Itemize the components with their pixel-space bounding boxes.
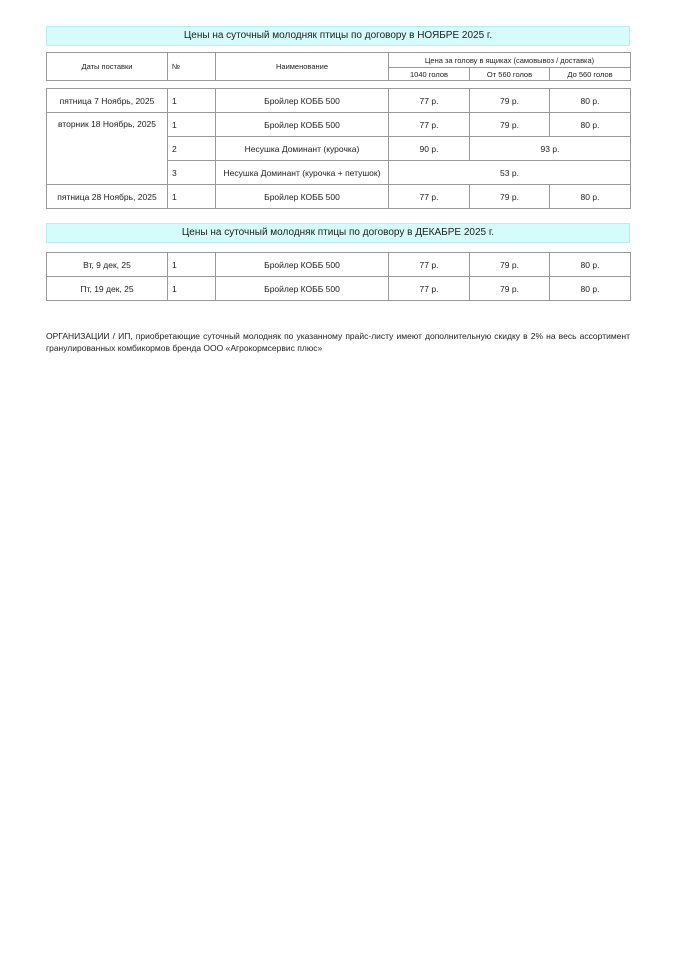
table-row	[47, 113, 631, 137]
price-from-560-merged: 93 р.	[470, 137, 631, 161]
price-to-560: 80 р.	[550, 253, 631, 277]
price-1040: 77 р.	[389, 185, 470, 209]
delivery-date: пятница 28 Ноябрь, 2025	[47, 185, 168, 209]
price-all-merged: 53 р.	[389, 161, 631, 185]
price-to-560: 80 р.	[550, 89, 631, 113]
price-1040: 90 р.	[389, 137, 470, 161]
row-number: 1	[168, 89, 216, 113]
price-1040: 77 р.	[389, 277, 470, 301]
product-name: Бройлер КОББ 500	[216, 89, 389, 113]
price-from-560: 79 р.	[470, 253, 550, 277]
table-row	[47, 253, 631, 277]
price-to-560: 80 р.	[550, 277, 631, 301]
row-number: 1	[168, 277, 216, 301]
row-number: 3	[168, 161, 216, 185]
price-table-header	[46, 52, 631, 81]
price-1040: 77 р.	[389, 253, 470, 277]
header-price-group: Цена за голову в ящиках (самовывоз / доставка)	[389, 53, 631, 68]
december-title: Цены на суточный молодняк птицы по договору в ДЕКАБРЕ 2025 г.	[46, 223, 630, 243]
delivery-date: Пт, 19 дек, 25	[47, 277, 168, 301]
november-title: Цены на суточный молодняк птицы по договору в НОЯБРЕ 2025 г.	[46, 26, 630, 46]
header-number: №	[168, 53, 216, 81]
row-number: 1	[168, 185, 216, 209]
product-name: Бройлер КОББ 500	[216, 113, 389, 137]
product-name: Бройлер КОББ 500	[216, 277, 389, 301]
delivery-date: пятница 7 Ноябрь, 2025	[47, 89, 168, 113]
price-from-560: 79 р.	[470, 89, 550, 113]
december-table	[46, 252, 631, 301]
product-name: Бройлер КОББ 500	[216, 253, 389, 277]
row-number: 2	[168, 137, 216, 161]
product-name: Несушка Доминант (курочка)	[216, 137, 389, 161]
price-1040: 77 р.	[389, 89, 470, 113]
price-to-560: 80 р.	[550, 113, 631, 137]
row-number: 1	[168, 253, 216, 277]
row-number: 1	[168, 113, 216, 137]
price-1040: 77 р.	[389, 113, 470, 137]
price-from-560: 79 р.	[470, 185, 550, 209]
product-name: Несушка Доминант (курочка + петушок)	[216, 161, 389, 185]
header-1040: 1040 голов	[389, 68, 470, 81]
november-table	[46, 88, 631, 209]
table-row	[47, 89, 631, 113]
delivery-date: Вт, 9 дек, 25	[47, 253, 168, 277]
header-name: Наименование	[216, 53, 389, 81]
header-to-560: До 560 голов	[550, 68, 631, 81]
header-dates: Даты поставки	[47, 53, 168, 81]
discount-note: ОРГАНИЗАЦИИ / ИП, приобретающие суточный молодняк по указанному прайс-листу имеют дополнительную скидку в 2% на весь ассортимент гранулированных комбикормов бренда ООО «Агрокормсервис плюс»	[46, 331, 630, 353]
price-from-560: 79 р.	[470, 113, 550, 137]
delivery-date: вторник 18 Ноябрь, 2025	[47, 113, 168, 185]
table-row	[47, 277, 631, 301]
header-from-560: От 560 голов	[470, 68, 550, 81]
price-from-560: 79 р.	[470, 277, 550, 301]
price-to-560: 80 р.	[550, 185, 631, 209]
product-name: Бройлер КОББ 500	[216, 185, 389, 209]
table-row	[47, 185, 631, 209]
